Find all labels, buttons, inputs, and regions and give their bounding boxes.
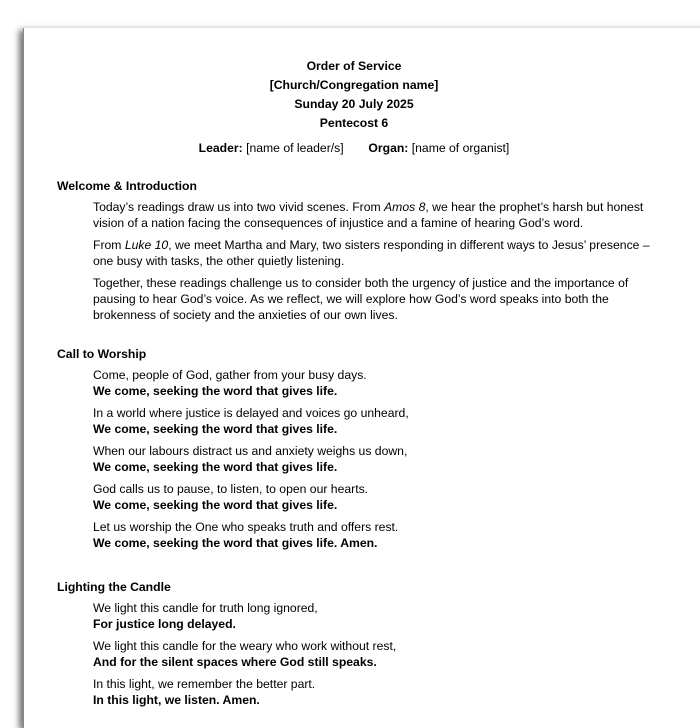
call-response-line: We come, seeking the word that gives life.	[93, 384, 338, 398]
church-name: [Church/Congregation name]	[269, 78, 439, 92]
call-response-line: We come, seeking the word that gives life.	[93, 460, 338, 474]
candle-response-line: In this light, we listen. Amen.	[93, 693, 260, 707]
welcome-p1-scripture-ref: Amos 8	[384, 200, 426, 214]
call-leader-line: In a world where justice is delayed and voices go unheard,	[93, 406, 409, 420]
call-to-worship-heading: Call to Worship	[57, 347, 147, 361]
call-stanza	[93, 443, 658, 475]
welcome-paragraph-2	[93, 237, 658, 269]
organ-label: Organ:	[368, 141, 409, 155]
service-date: Sunday 20 July 2025	[294, 97, 414, 111]
call-leader-line: Come, people of God, gather from your busy days.	[93, 368, 367, 382]
welcome-p1-text-a: Today’s readings draw us into two vivid scenes. From	[93, 200, 385, 214]
candle-stanza	[93, 600, 658, 632]
call-response-line: We come, seeking the word that gives life.	[93, 498, 338, 512]
candle-stanza	[93, 638, 658, 670]
call-leader-line: When our labours distract us and anxiety weighs us down,	[93, 444, 408, 458]
document-content	[24, 28, 700, 707]
call-stanza	[93, 481, 658, 513]
welcome-paragraph-3: Together, these readings challenge us to consider both the urgency of justice and the importance of pausing to hear God’s voice. As we reflect, we will explore how God’s word speaks into both the brokenness of society and the anxieties of our own lives.	[93, 276, 629, 322]
welcome-p2-text-a: From	[93, 238, 125, 252]
candle-leader-line: In this light, we remember the better part.	[93, 677, 316, 691]
candle-leader-line: We light this candle for truth long ignored,	[93, 601, 318, 615]
welcome-heading: Welcome & Introduction	[57, 179, 197, 193]
welcome-p1-text-b: , we hear the prophet’s harsh but honest vision of a nation facing the consequences of injustice and a famine of hearing God’s word.	[93, 200, 644, 230]
leader-value: [name of leader/s]	[246, 141, 344, 155]
candle-response-line: For justice long delayed.	[93, 617, 236, 631]
call-stanza	[93, 367, 658, 399]
service-title: Order of Service	[306, 59, 402, 73]
liturgical-season: Pentecost 6	[319, 116, 389, 130]
leader-label: Leader:	[198, 141, 243, 155]
welcome-p2-scripture-ref: Luke 10	[124, 238, 169, 252]
candle-stanza	[93, 676, 658, 708]
call-stanza	[93, 405, 658, 437]
organ-value: [name of organist]	[411, 141, 510, 155]
call-leader-line: Let us worship the One who speaks truth and offers rest.	[93, 520, 399, 534]
lighting-candle-heading: Lighting the Candle	[57, 580, 171, 594]
candle-leader-line: We light this candle for the weary who work without rest,	[93, 639, 397, 653]
call-response-line: We come, seeking the word that gives life. Amen.	[93, 536, 378, 550]
call-leader-line: God calls us to pause, to listen, to open our hearts.	[93, 482, 369, 496]
service-roles	[24, 139, 684, 157]
document-page	[23, 28, 700, 728]
call-response-line: We come, seeking the word that gives life.	[93, 422, 338, 436]
welcome-paragraph-1	[93, 199, 658, 231]
welcome-p2-text-b: , we meet Martha and Mary, two sisters responding in different ways to Jesus’ presence – one busy with tasks, the other quietly listening.	[93, 238, 650, 268]
candle-response-line: And for the silent spaces where God still speaks.	[93, 655, 377, 669]
service-header	[24, 57, 684, 157]
call-stanza	[93, 519, 658, 551]
